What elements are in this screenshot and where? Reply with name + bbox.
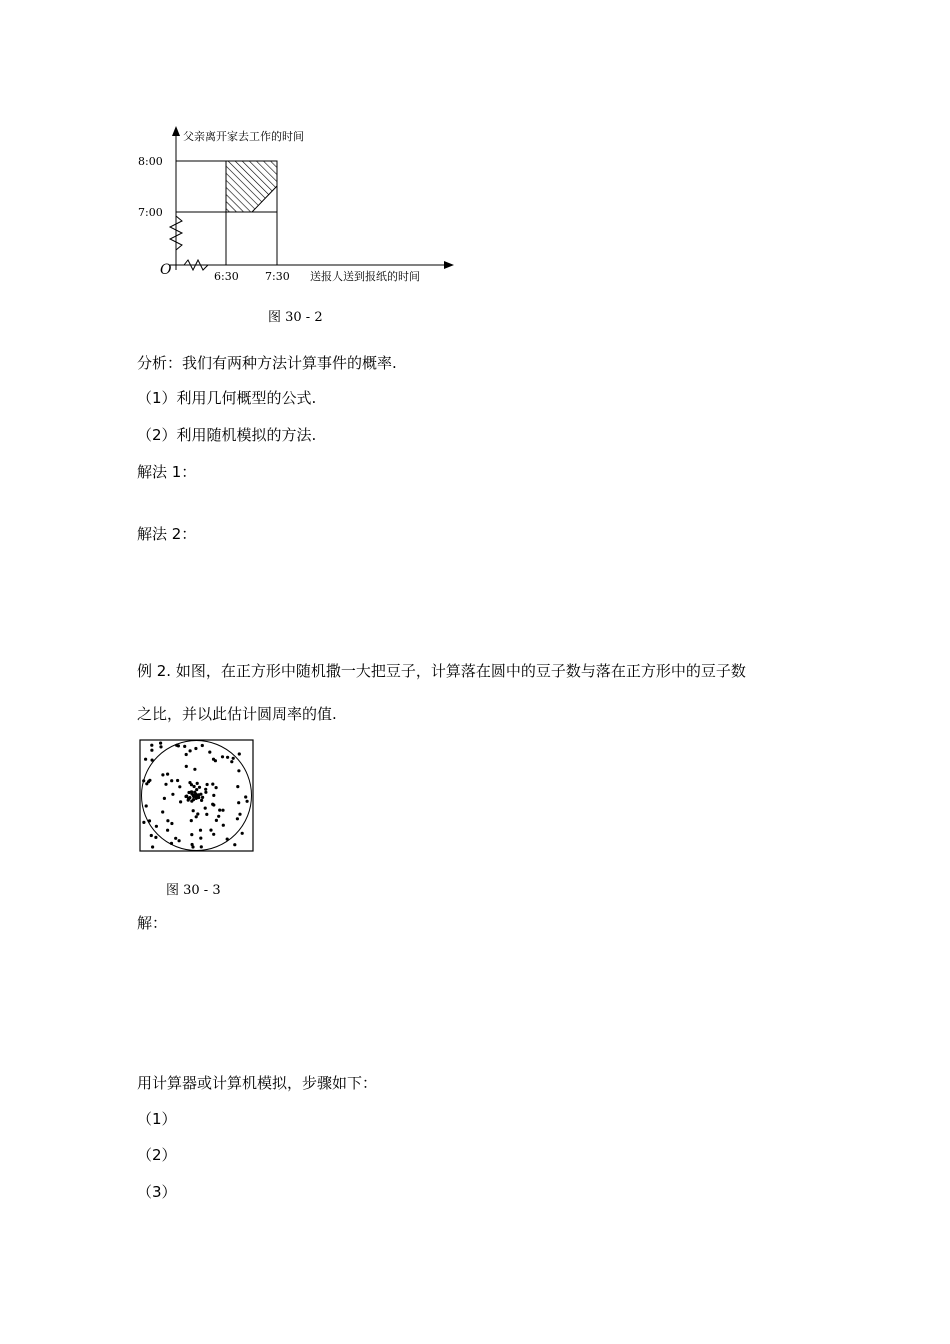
bean-dot xyxy=(151,759,154,762)
bean-dot xyxy=(145,804,148,807)
bean-dot xyxy=(193,768,196,771)
figure-caption-30-3: 图 30 - 3 xyxy=(166,883,221,898)
bean-dot xyxy=(206,783,209,786)
bean-dot xyxy=(214,759,217,762)
bean-dot xyxy=(238,752,241,755)
bean-dot xyxy=(189,749,192,752)
analysis-intro: 分析：我们有两种方法计算事件的概率. xyxy=(137,354,397,372)
bean-dot xyxy=(184,795,187,798)
figure-caption-30-2: 图 30 - 2 xyxy=(268,310,323,325)
bean-dot xyxy=(177,744,180,747)
bean-dot xyxy=(208,751,211,754)
bean-dot xyxy=(193,791,196,794)
example-2-line-1: 例 2. 如图，在正方形中随机撒一大把豆子，计算落在圆中的豆子数与落在正方形中的豆子数 xyxy=(137,662,746,680)
bean-dot xyxy=(179,800,182,803)
bean-dot xyxy=(190,833,193,836)
bean-dot xyxy=(166,819,169,822)
bean-dot xyxy=(166,829,169,832)
bean-dot xyxy=(195,815,198,818)
bean-dot xyxy=(190,800,193,803)
bean-dot xyxy=(192,809,195,812)
bean-dot xyxy=(194,794,197,797)
step-1: （1） xyxy=(137,1110,177,1128)
bean-dot xyxy=(188,796,191,799)
bean-dot xyxy=(190,819,193,822)
bean-dot xyxy=(212,803,215,806)
bean-dot xyxy=(215,819,218,822)
bean-dot xyxy=(196,812,199,815)
x-axis-label: 送报人送到报纸的时间 xyxy=(310,270,420,283)
bean-dot xyxy=(148,819,151,822)
bean-dot xyxy=(194,747,197,750)
bean-dot xyxy=(212,794,215,797)
bean-dot xyxy=(159,742,162,745)
bean-dot xyxy=(151,845,154,848)
figure-30-2 xyxy=(130,120,460,290)
bean-dot xyxy=(204,788,207,791)
bean-dot xyxy=(178,785,181,788)
bean-dot xyxy=(236,817,239,820)
bean-dot xyxy=(185,765,188,768)
beans-in-square-diagram xyxy=(139,739,255,853)
figure-30-3 xyxy=(139,739,255,853)
answer-label: 解： xyxy=(137,914,168,932)
bean-dot xyxy=(166,773,169,776)
bean-dot xyxy=(170,822,173,825)
bean-dot xyxy=(211,783,214,786)
origin-label: O xyxy=(160,262,172,278)
bean-dot xyxy=(164,783,167,786)
y-tick-8: 8:00 xyxy=(138,155,163,168)
bean-dot xyxy=(199,829,202,832)
bean-dot xyxy=(221,755,224,758)
shaded-region xyxy=(226,161,277,212)
bean-dot xyxy=(170,779,173,782)
bean-dot xyxy=(215,786,218,789)
bean-dot xyxy=(212,833,215,836)
y-axis-label: 父亲离开家去工作的时间 xyxy=(183,130,304,143)
bean-dot xyxy=(204,807,207,810)
bean-dot xyxy=(176,779,179,782)
bean-dot xyxy=(204,791,207,794)
bean-dot xyxy=(238,813,241,816)
bean-dot xyxy=(161,773,164,776)
bean-dot xyxy=(209,829,212,832)
bean-dot xyxy=(154,836,157,839)
bean-dot xyxy=(226,838,229,841)
bean-dot xyxy=(144,758,147,761)
bean-dot xyxy=(170,842,173,845)
step-3: （3） xyxy=(137,1183,177,1201)
bean-dot xyxy=(200,845,203,848)
y-tick-7: 7:00 xyxy=(138,206,163,219)
bean-dot xyxy=(237,801,240,804)
bean-dot xyxy=(241,832,244,835)
meeting-time-diagram xyxy=(130,120,460,290)
bean-dot xyxy=(190,790,193,793)
bean-dot xyxy=(142,779,145,782)
bean-dot xyxy=(232,757,235,760)
bean-dot xyxy=(217,815,220,818)
bean-dot xyxy=(171,793,174,796)
bean-dot xyxy=(191,845,194,848)
bean-dot xyxy=(196,782,199,785)
bean-dot xyxy=(199,793,202,796)
bean-dot xyxy=(178,839,181,842)
bean-dot xyxy=(237,769,240,772)
example-2-line-2: 之比，并以此估计圆周率的值. xyxy=(137,705,337,723)
method-1: （1）利用几何概型的公式. xyxy=(137,389,317,407)
bean-dot xyxy=(233,843,236,846)
bean-dot xyxy=(201,796,204,799)
step-2: （2） xyxy=(137,1146,177,1164)
bean-dot xyxy=(195,788,198,791)
bean-dot xyxy=(244,795,247,798)
bean-dot xyxy=(201,744,204,747)
bean-dot xyxy=(188,781,191,784)
bean-dot xyxy=(236,785,239,788)
bean-dot xyxy=(195,797,198,800)
bean-dot xyxy=(150,744,153,747)
bean-dot xyxy=(163,797,166,800)
bean-dot xyxy=(155,825,158,828)
bean-dot xyxy=(145,782,148,785)
bean-dot xyxy=(150,834,153,837)
x-tick-630: 6:30 xyxy=(214,270,239,283)
bean-dot xyxy=(198,786,201,789)
solution-1-label: 解法 1： xyxy=(137,463,197,481)
bean-dot xyxy=(174,837,177,840)
bean-dot xyxy=(199,837,202,840)
bean-dot xyxy=(142,821,145,824)
bean-dot xyxy=(218,809,221,812)
bean-dot xyxy=(221,809,224,812)
bean-dot xyxy=(183,745,186,748)
x-tick-730: 7:30 xyxy=(265,270,290,283)
bean-dot xyxy=(205,813,208,816)
bean-dot xyxy=(226,756,229,759)
bean-dot xyxy=(200,799,203,802)
bean-dot xyxy=(230,760,233,763)
bean-dot xyxy=(222,824,225,827)
bean-dot xyxy=(185,753,188,756)
bean-dot xyxy=(150,749,153,752)
simulation-intro: 用计算器或计算机模拟，步骤如下： xyxy=(137,1074,378,1092)
bean-dot xyxy=(246,800,249,803)
solution-2-label: 解法 2： xyxy=(137,525,197,543)
method-2: （2）利用随机模拟的方法. xyxy=(137,426,317,444)
bean-dot xyxy=(161,810,164,813)
bean-dot xyxy=(193,785,196,788)
bean-dot xyxy=(159,745,162,748)
